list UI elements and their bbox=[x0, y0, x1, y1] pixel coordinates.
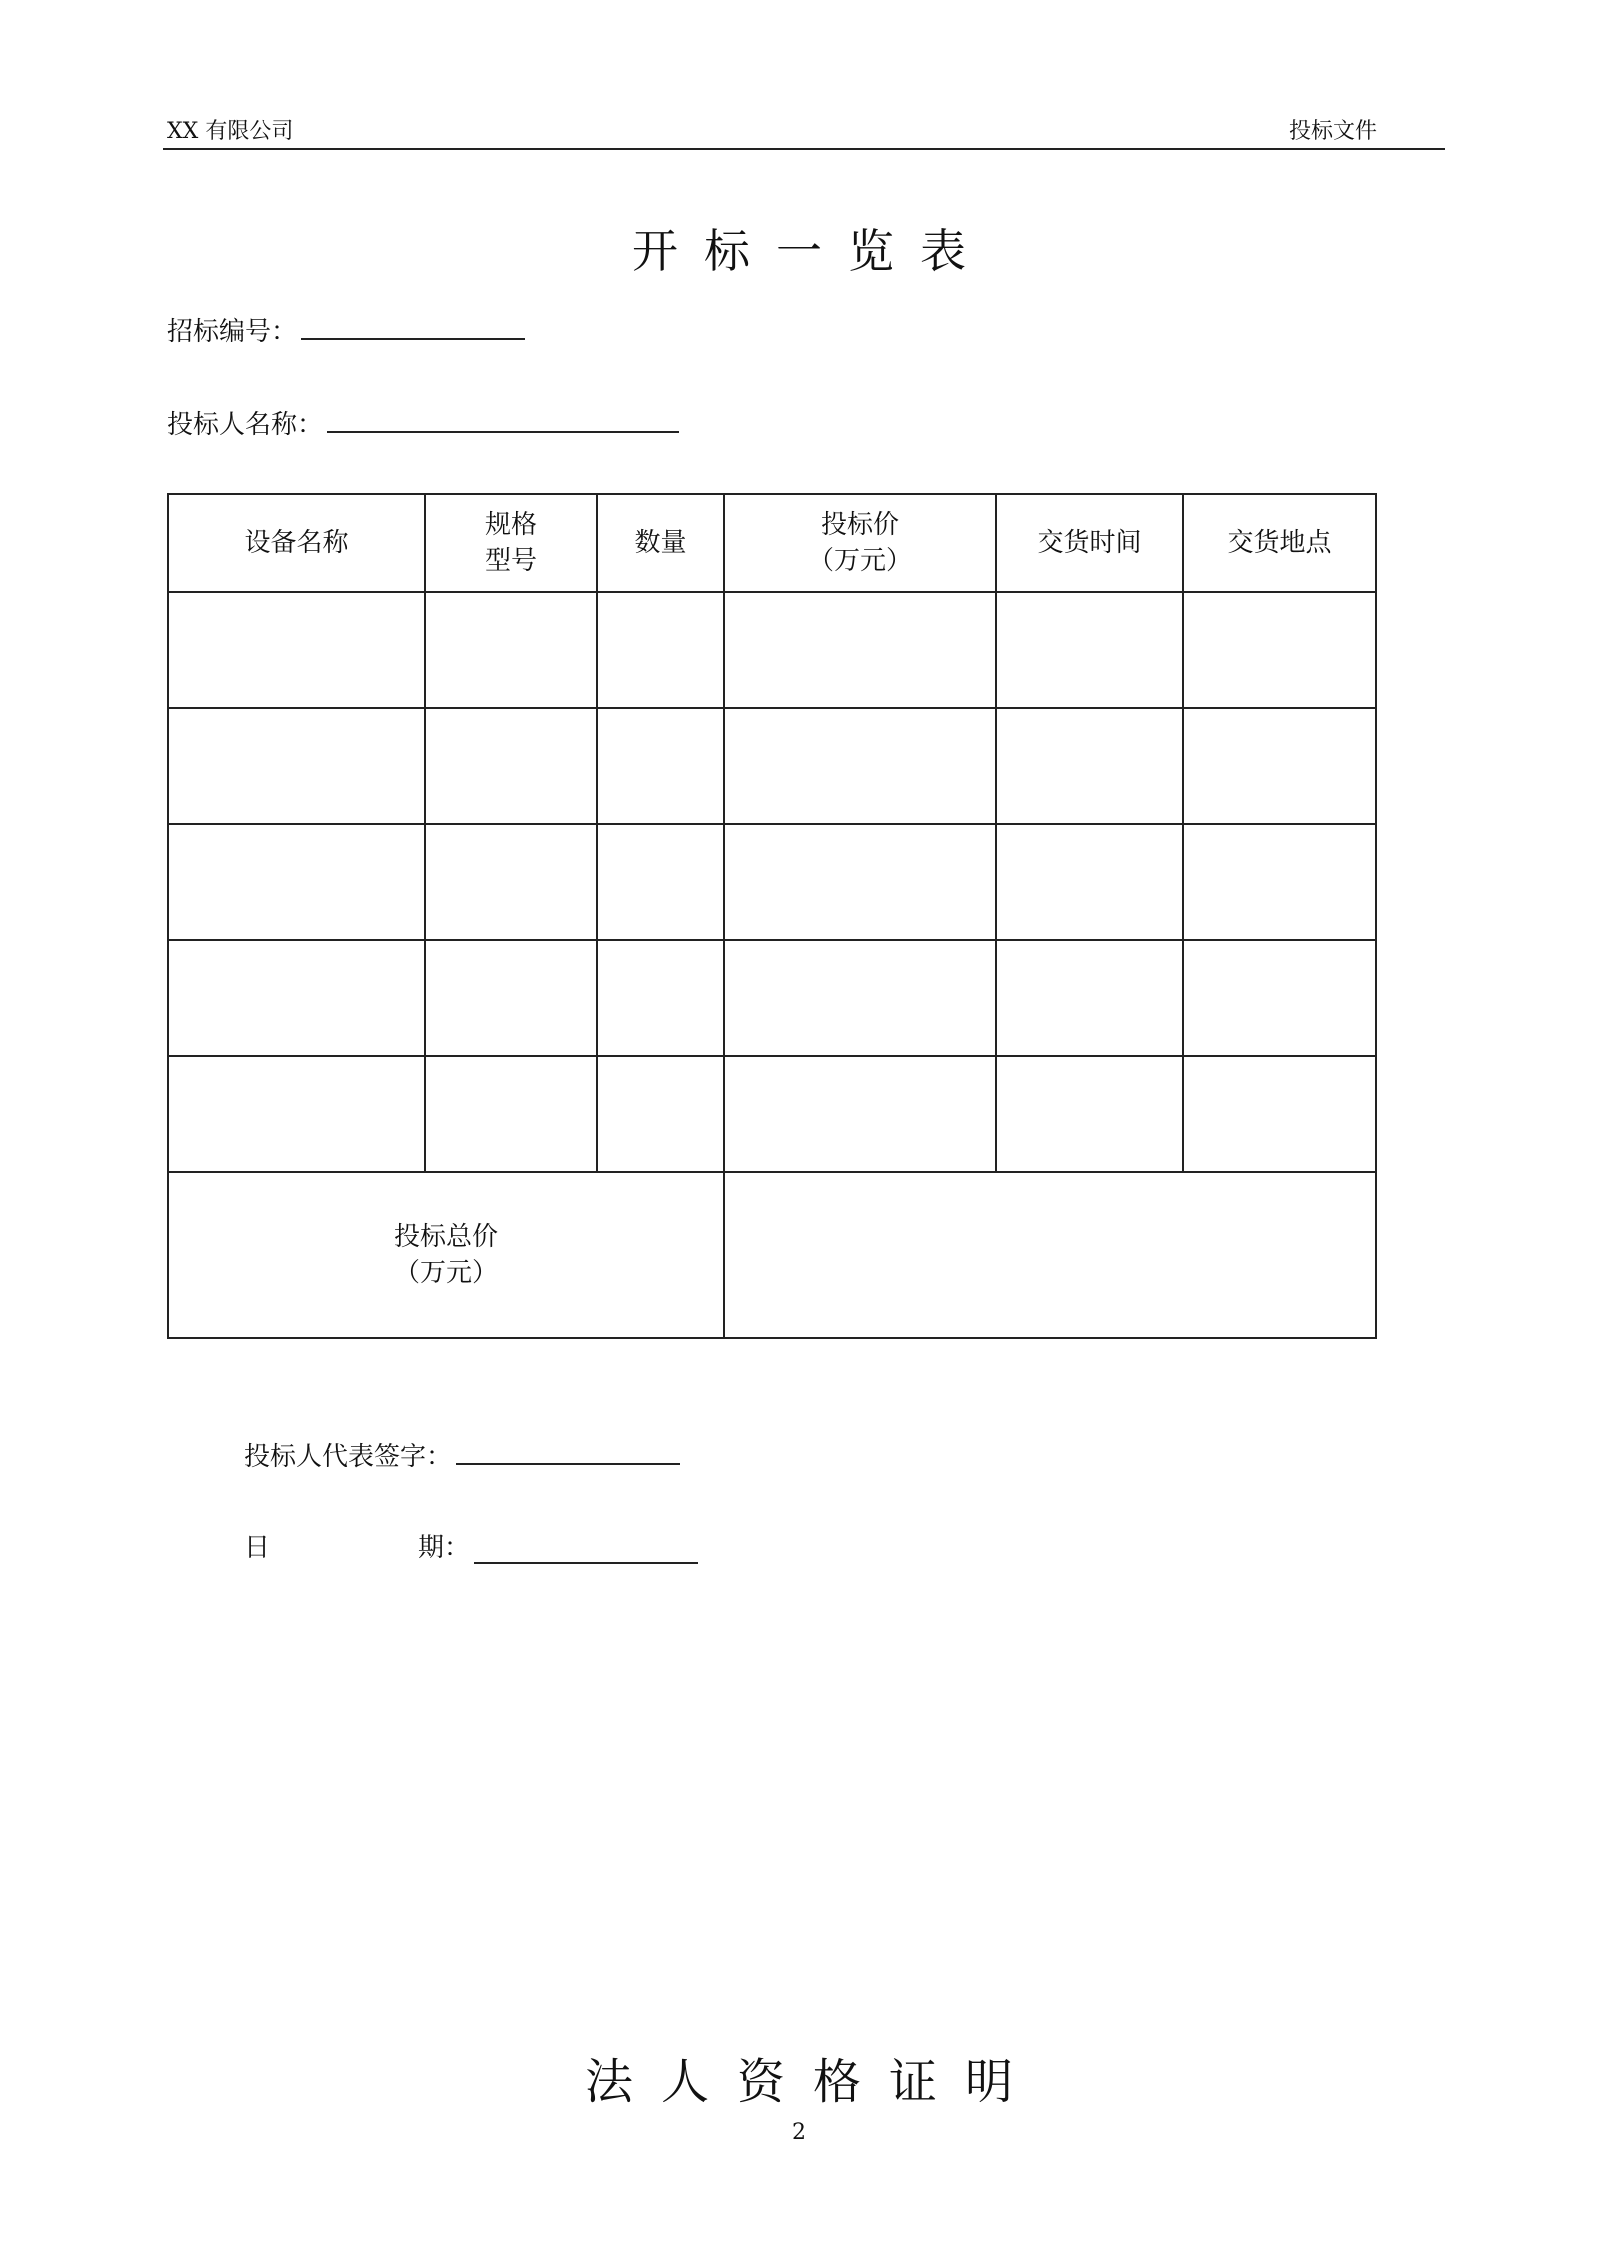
page-number: 2 bbox=[792, 2120, 806, 2145]
table-cell[interactable] bbox=[168, 592, 425, 708]
table-cell[interactable] bbox=[724, 592, 996, 708]
table-cell[interactable] bbox=[597, 708, 724, 824]
table-row bbox=[168, 940, 1376, 1056]
table-cell[interactable] bbox=[425, 1056, 597, 1172]
table-cell[interactable] bbox=[425, 940, 597, 1056]
table-cell[interactable] bbox=[724, 1056, 996, 1172]
rep-signature-field bbox=[244, 1435, 680, 1473]
table-cell[interactable] bbox=[724, 824, 996, 940]
table-cell[interactable] bbox=[1183, 1056, 1376, 1172]
tender-no-input-line[interactable] bbox=[301, 310, 525, 340]
col-header-spec-model: 规格 型号 bbox=[425, 494, 597, 592]
page-title: 开标一览表 bbox=[632, 224, 992, 278]
table-cell[interactable] bbox=[425, 708, 597, 824]
table-cell[interactable] bbox=[1183, 940, 1376, 1056]
rep-signature-label: 投标人代表签字： bbox=[244, 1442, 453, 1472]
page-header bbox=[163, 112, 1445, 150]
table-cell[interactable] bbox=[425, 592, 597, 708]
header-doc-type: 投标文件 bbox=[1288, 119, 1377, 144]
table-row bbox=[168, 824, 1376, 940]
table-cell[interactable] bbox=[996, 824, 1183, 940]
table-cell[interactable] bbox=[425, 824, 597, 940]
total-price-label: 投标总价 （万元） bbox=[168, 1172, 724, 1338]
total-price-row bbox=[168, 1172, 1376, 1338]
table-cell[interactable] bbox=[597, 592, 724, 708]
col-header-delivery-time: 交货时间 bbox=[996, 494, 1183, 592]
col-header-quantity: 数量 bbox=[597, 494, 724, 592]
table-row bbox=[168, 1056, 1376, 1172]
rep-signature-line[interactable] bbox=[456, 1435, 680, 1465]
table-cell[interactable] bbox=[724, 940, 996, 1056]
col-header-bid-price: 投标价 （万元） bbox=[724, 494, 996, 592]
date-line[interactable] bbox=[474, 1534, 698, 1564]
total-price-value[interactable] bbox=[724, 1172, 1376, 1338]
bidder-name-input-line[interactable] bbox=[327, 403, 679, 433]
tender-no-field bbox=[167, 310, 525, 348]
table-row bbox=[168, 708, 1376, 824]
date-field bbox=[244, 1527, 698, 1564]
next-section-title: 法人资格证明 bbox=[584, 2054, 1041, 2110]
table-cell[interactable] bbox=[1183, 708, 1376, 824]
table-cell[interactable] bbox=[168, 1056, 425, 1172]
table-cell[interactable] bbox=[996, 1056, 1183, 1172]
tender-no-label: 招标编号： bbox=[167, 317, 298, 347]
table-cell[interactable] bbox=[168, 824, 425, 940]
table-cell[interactable] bbox=[168, 708, 425, 824]
table-cell[interactable] bbox=[168, 940, 425, 1056]
bid-summary-table bbox=[167, 493, 1377, 1339]
col-header-delivery-place: 交货地点 bbox=[1183, 494, 1376, 592]
table-cell[interactable] bbox=[996, 592, 1183, 708]
bidder-name-label: 投标人名称： bbox=[167, 410, 324, 440]
table-cell[interactable] bbox=[1183, 592, 1376, 708]
table-cell[interactable] bbox=[597, 824, 724, 940]
table-cell[interactable] bbox=[597, 940, 724, 1056]
bidder-name-field bbox=[167, 403, 679, 441]
table-cell[interactable] bbox=[724, 708, 996, 824]
table-row bbox=[168, 592, 1376, 708]
table-cell[interactable] bbox=[996, 940, 1183, 1056]
col-header-equipment-name: 设备名称 bbox=[168, 494, 425, 592]
date-label: 日 期： bbox=[244, 1533, 470, 1563]
table-cell[interactable] bbox=[597, 1056, 724, 1172]
table-header-row bbox=[168, 494, 1376, 592]
table-cell[interactable] bbox=[996, 708, 1183, 824]
header-company: XX 有限公司 bbox=[167, 119, 294, 144]
table-cell[interactable] bbox=[1183, 824, 1376, 940]
